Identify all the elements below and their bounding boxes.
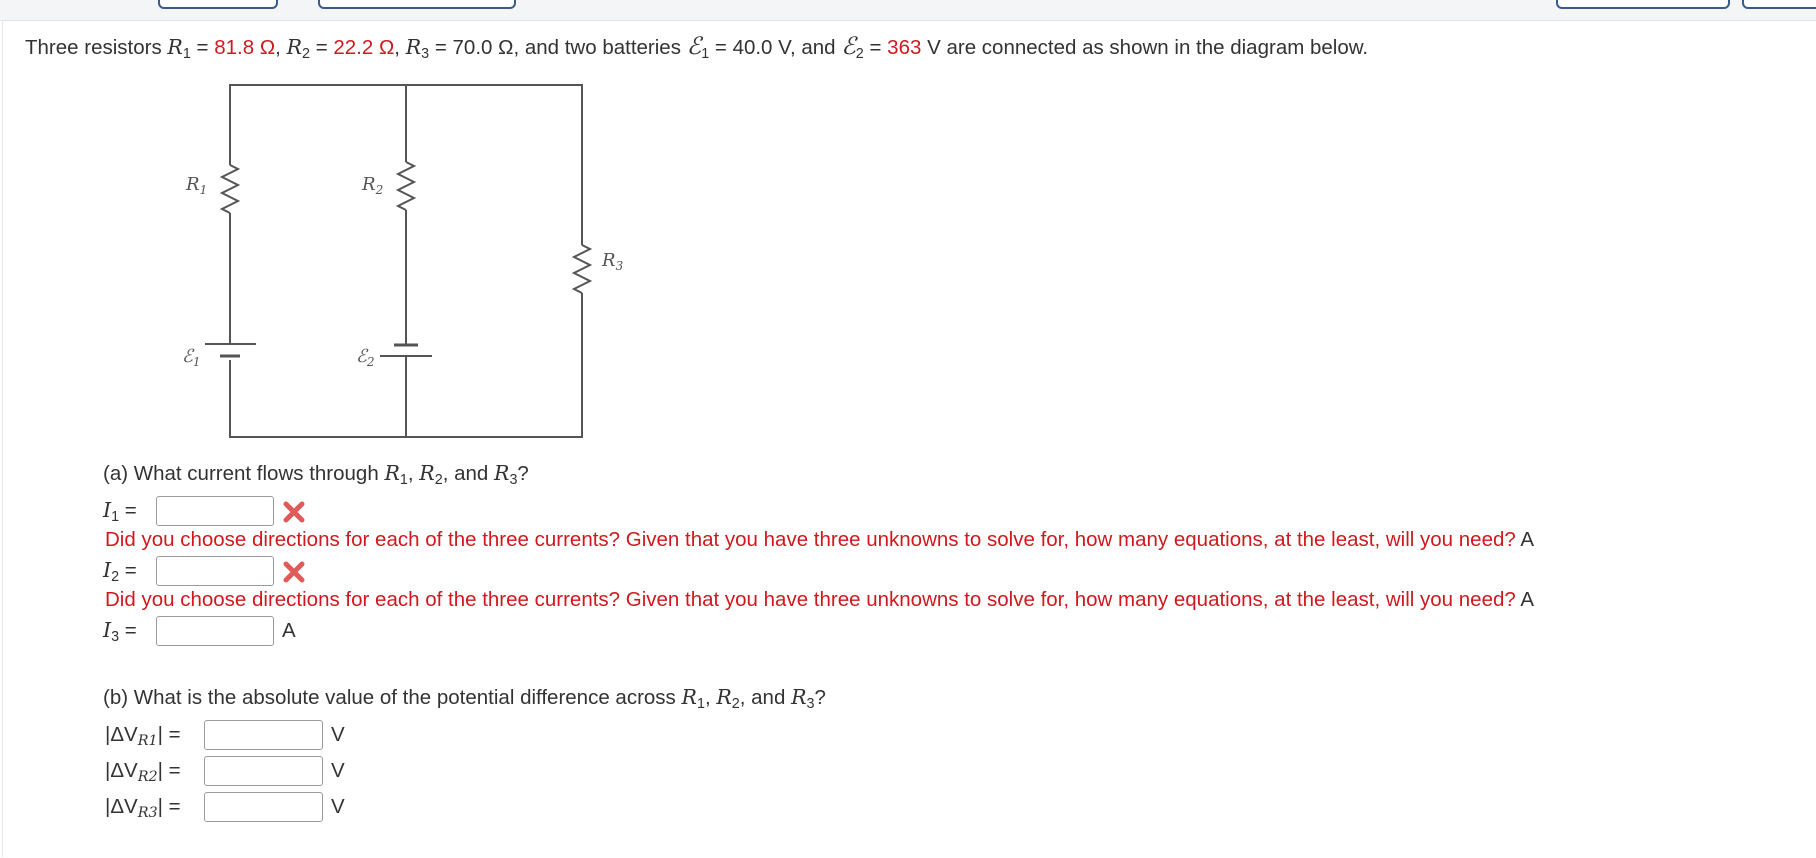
r3-sub: 3 — [806, 696, 815, 712]
equals-sign: = — [315, 36, 328, 59]
dv-r1-label — [105, 722, 181, 748]
equals-sign: = — [714, 36, 727, 59]
dv-r3-pre: |ΔV — [105, 795, 138, 818]
emf2-value: 363 — [887, 36, 922, 59]
equals-sign: = — [168, 723, 181, 746]
r1-value: 81.8 Ω — [214, 36, 276, 59]
r1-symbol: R — [384, 461, 400, 485]
i2-label — [103, 557, 137, 584]
r2-symbol: R — [286, 35, 302, 59]
equals-sign: = — [124, 559, 137, 582]
and-text: , and — [442, 462, 489, 485]
toolbar-button-4[interactable] — [1742, 0, 1816, 9]
question-mark: ? — [517, 462, 529, 485]
equals-sign: = — [168, 759, 181, 782]
comma: , — [704, 686, 711, 709]
r2-sub: 2 — [434, 472, 443, 488]
i2-unit: A — [1520, 588, 1535, 611]
r3-symbol: R — [494, 461, 510, 485]
circuit-diagram — [0, 0, 700, 450]
emf2-symbol: ℰ — [841, 32, 856, 60]
i2-symbol: I — [103, 558, 112, 582]
toolbar-button-3[interactable] — [1556, 0, 1730, 9]
comma: , — [394, 36, 400, 59]
r3-symbol: R — [791, 685, 807, 709]
label-r1: $R_1$ — [186, 174, 208, 197]
emf1-value: 40.0 V — [732, 36, 790, 59]
r3-zigzag — [574, 245, 590, 293]
dv-r1-sub: R1 — [137, 733, 158, 749]
x-mark-icon — [281, 559, 307, 585]
i1-input[interactable] — [156, 496, 274, 526]
dv-r3-input[interactable] — [204, 792, 323, 822]
dv-r1-unit: V — [331, 723, 345, 746]
i1-hint-text: Did you choose directions for each of the three currents? Given that you have three unknowns to solve for, how many equations, at the least, will you need? — [105, 528, 1516, 551]
r3-symbol: R — [405, 35, 422, 59]
outro-text: V are connected as shown in the diagram below. — [927, 36, 1369, 59]
r3-sub: 3 — [421, 46, 430, 62]
dv-r3-post: | — [157, 795, 163, 818]
comma: , — [407, 462, 414, 485]
r2-symbol: R — [716, 685, 732, 709]
i3-label — [103, 617, 137, 644]
and-text: , and — [789, 36, 836, 59]
i3-sub: 3 — [111, 629, 120, 645]
comma: , — [275, 36, 281, 59]
i1-sub: 1 — [111, 509, 120, 525]
equals-sign: = — [434, 36, 447, 59]
dv-r2-input[interactable] — [204, 756, 323, 786]
question-mark: ? — [814, 686, 826, 709]
dv-r1-post: | — [157, 723, 163, 746]
i1-label — [103, 497, 137, 524]
equals-sign: = — [124, 499, 137, 522]
r3-value: 70.0 Ω — [452, 36, 514, 59]
i2-hint-text: Did you choose directions for each of the three currents? Given that you have three unknowns to solve for, how many equations, at the least, will you need? — [105, 588, 1516, 611]
i1-symbol: I — [103, 498, 112, 522]
dv-r1-input[interactable] — [204, 720, 323, 750]
batteries-text: , and two batteries — [513, 36, 681, 59]
x-mark-icon — [281, 499, 307, 525]
r2-symbol: R — [419, 461, 435, 485]
label-emf1: ℰ$_1$ — [182, 346, 201, 369]
label-emf2: ℰ$_2$ — [356, 346, 375, 369]
r1-sub: 1 — [399, 472, 408, 488]
label-r2: $R_2$ — [362, 174, 384, 197]
r1-symbol: R — [681, 685, 697, 709]
i3-unit: A — [282, 619, 296, 642]
part-b-text: (b) What is the absolute value of the potential difference across — [103, 686, 676, 709]
part-b-question — [103, 684, 826, 711]
equals-sign: = — [124, 619, 137, 642]
intro-text: Three resistors — [25, 36, 162, 59]
dv-r2-post: | — [157, 759, 163, 782]
r2-sub: 2 — [731, 696, 740, 712]
r3-sub: 3 — [509, 472, 518, 488]
r1-symbol: R — [167, 35, 183, 59]
label-r3: $R_3$ — [602, 250, 624, 273]
dv-r3-label — [105, 794, 181, 820]
r2-sub: 2 — [302, 46, 310, 62]
part-a-question — [103, 460, 529, 487]
emf1-symbol: ℰ — [686, 32, 702, 60]
dv-r2-sub: R2 — [137, 769, 158, 785]
i1-unit: A — [1520, 528, 1535, 551]
equals-sign: = — [168, 795, 181, 818]
r1-zigzag — [222, 165, 238, 213]
i2-sub: 2 — [111, 569, 120, 585]
r1-sub: 1 — [182, 46, 191, 62]
r2-value: 22.2 Ω — [333, 36, 395, 59]
equals-sign: = — [196, 36, 209, 59]
r2-zigzag — [398, 162, 414, 210]
i1-hint — [105, 528, 1534, 552]
part-a-text: (a) What current flows through — [103, 462, 379, 485]
dv-r3-sub: R3 — [137, 805, 158, 821]
i2-hint — [105, 588, 1534, 612]
r1-sub: 1 — [696, 696, 705, 712]
i2-input[interactable] — [156, 556, 274, 586]
emf2-sub: 2 — [855, 46, 864, 62]
dv-r1-pre: |ΔV — [105, 723, 138, 746]
emf1-sub: 1 — [701, 46, 710, 62]
dv-r2-label — [105, 758, 181, 784]
and-text: , and — [739, 686, 786, 709]
dv-r2-pre: |ΔV — [105, 759, 138, 782]
equals-sign: = — [869, 36, 882, 59]
dv-r3-unit: V — [331, 795, 345, 818]
i3-symbol: I — [103, 618, 112, 642]
dv-r2-unit: V — [331, 759, 345, 782]
i3-input[interactable] — [156, 616, 274, 646]
